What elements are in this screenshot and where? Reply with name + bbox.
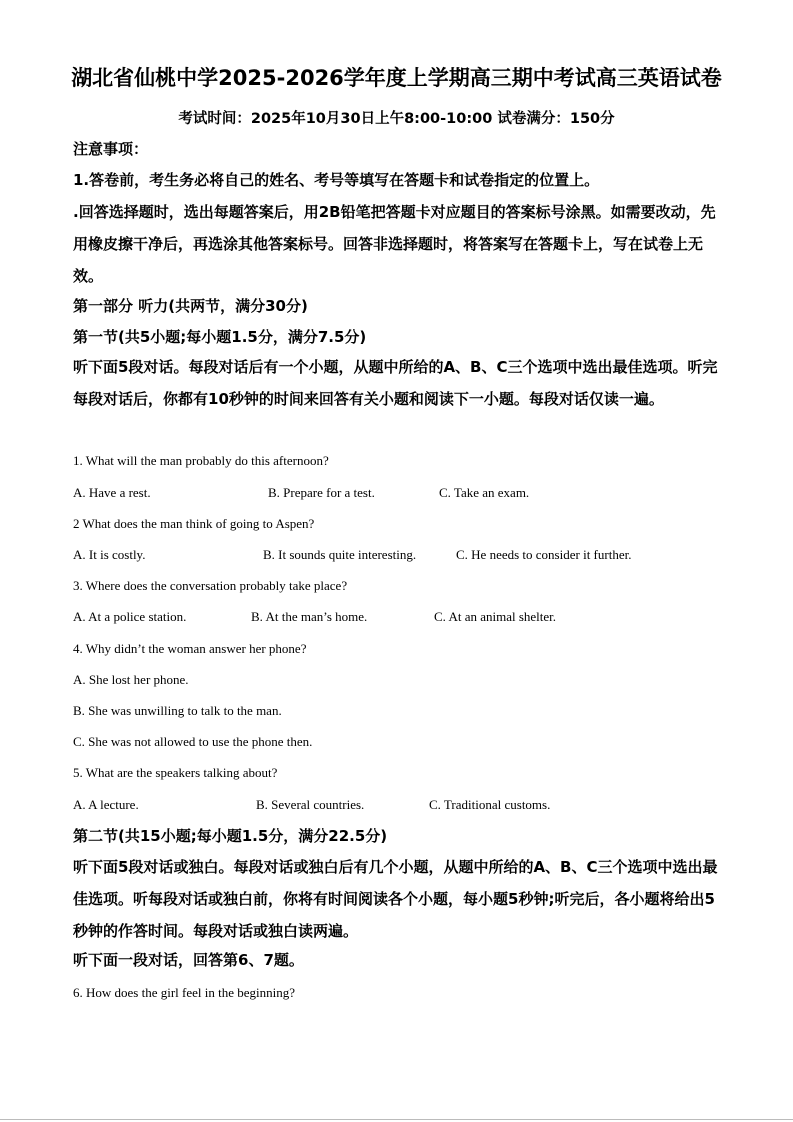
question-4-option-a: A. She lost her phone. <box>73 672 189 687</box>
question-4-stem: 4. Why didn’t the woman answer her phone? <box>73 641 307 656</box>
section2-heading: 第二节(共15小题;每小题1.5分，满分22.5分) <box>73 827 388 845</box>
question-3-option-b: B. At the man’s home. <box>251 609 368 624</box>
question-2-stem: 2 What does the man think of going to Aspen? <box>73 516 315 531</box>
note-item-2: .回答选择题时，选出每题答案后，用2B铅笔把答题卡对应题目的答案标号涂黑。如需要改动，先用橡皮擦干净后，再选涂其他答案标号。回答非选择题时，将答案写在答题卡上，写在试卷上无效。 <box>73 203 716 285</box>
question-5-option-a: A. A lecture. <box>73 797 139 812</box>
dialogue-prompt: 听下面一段对话，回答第6、7题。 <box>73 951 304 969</box>
section2-instructions: 听下面5段对话或独白。每段对话或独白后有几个小题，从题中所给的A、B、C三个选项中选出最佳选项。听每段对话或独白前，你将有时间阅读各个小题，每小题5秒钟;听完后，各小题将给出5秒钟的作答时间。每段对话或独白读两遍。 <box>73 858 718 940</box>
question-5-option-c: C. Traditional customs. <box>429 797 551 812</box>
question-3-stem: 3. Where does the conversation probably take place? <box>73 578 348 593</box>
section1-heading: 第一节(共5小题;每小题1.5分，满分7.5分) <box>73 328 367 346</box>
question-5-option-b: B. Several countries. <box>256 797 365 812</box>
question-2-option-a: A. It is costly. <box>73 547 146 562</box>
notes-heading: 注意事项： <box>73 140 149 158</box>
question-6-stem: 6. How does the girl feel in the beginning? <box>73 985 296 1000</box>
question-2-option-b: B. It sounds quite interesting. <box>263 547 417 562</box>
question-4-option-c: C. She was not allowed to use the phone then. <box>73 734 313 749</box>
exam-title: 湖北省仙桃中学2025-2026学年度上学期高三期中考试高三英语试卷 <box>71 66 722 90</box>
note-item-1: 1.答卷前，考生务必将自己的姓名、考号等填写在答题卡和试卷指定的位置上。 <box>73 171 600 189</box>
question-1-stem: 1. What will the man probably do this afternoon? <box>73 453 329 468</box>
question-1-option-b: B. Prepare for a test. <box>268 485 375 500</box>
question-3-option-a: A. At a police station. <box>73 609 187 624</box>
page-bottom-divider <box>0 1119 793 1120</box>
question-1-option-c: C. Take an exam. <box>439 485 530 500</box>
section1-instructions: 听下面5段对话。每段对话后有一个小题，从题中所给的A、B、C三个选项中选出最佳选项。听完每段对话后，你都有10秒钟的时间来回答有关小题和阅读下一小题。每段对话仅读一遍。 <box>73 358 718 408</box>
question-1-option-a: A. Have a rest. <box>73 485 151 500</box>
part1-heading: 第一部分 听力(共两节，满分30分) <box>73 297 308 315</box>
question-5-stem: 5. What are the speakers talking about? <box>73 765 278 780</box>
question-3-option-c: C. At an animal shelter. <box>434 609 557 624</box>
question-4-option-b: B. She was unwilling to talk to the man. <box>73 703 282 718</box>
question-2-option-c: C. He needs to consider it further. <box>456 547 632 562</box>
exam-time-and-score: 考试时间：2025年10月30日上午8:00-10:00 试卷满分：150分 <box>178 111 615 127</box>
